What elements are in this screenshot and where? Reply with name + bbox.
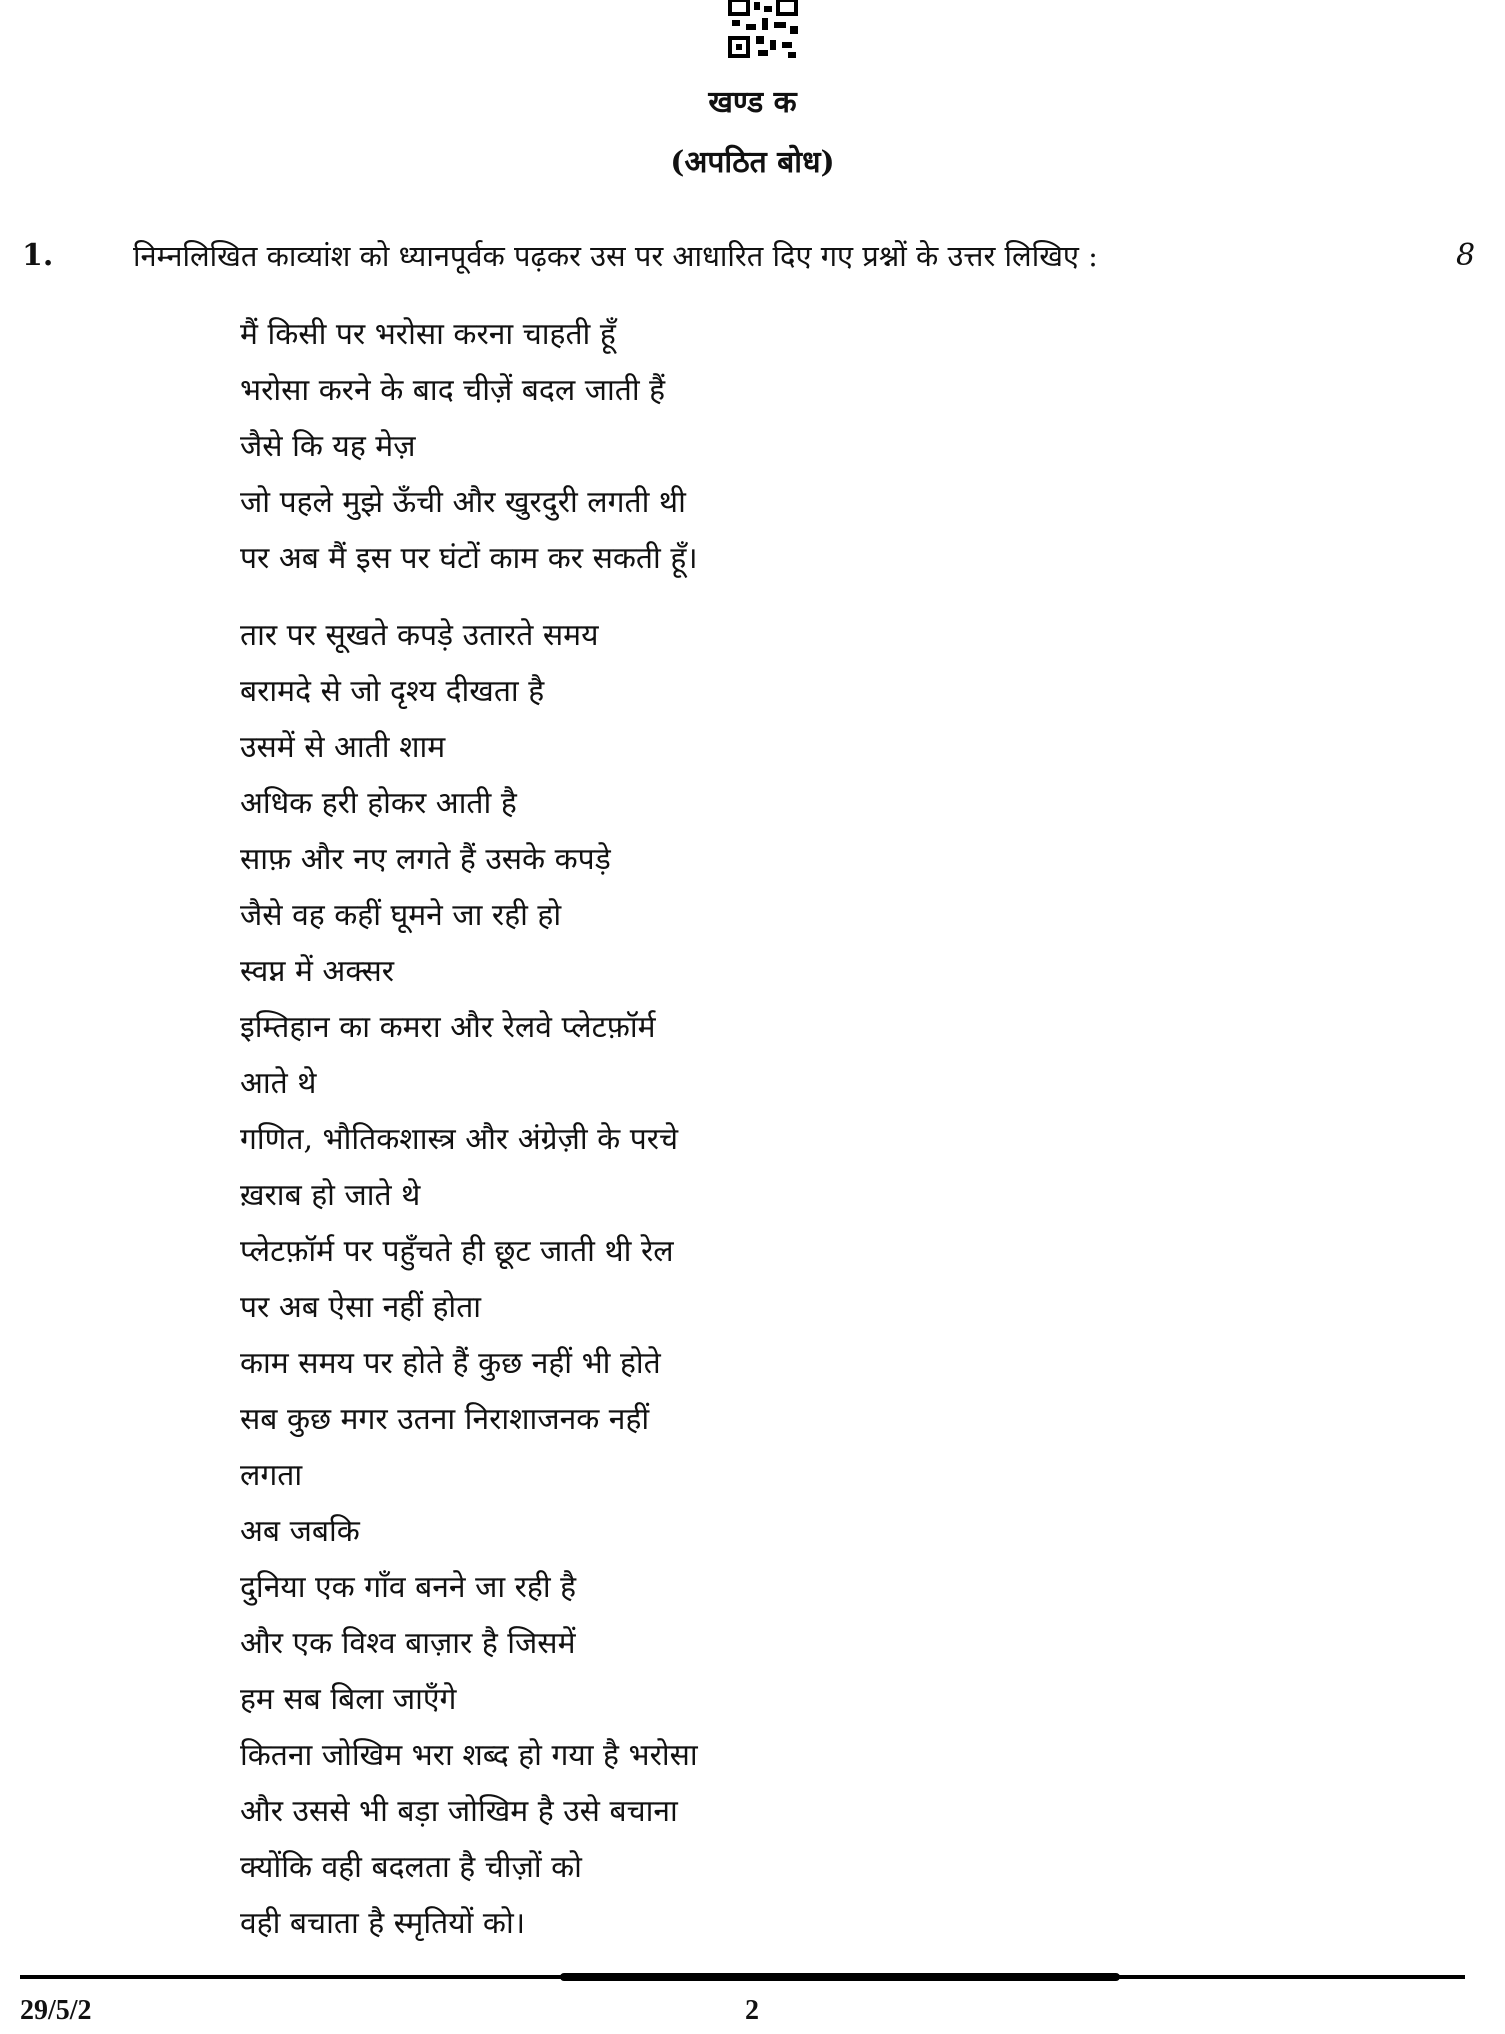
poem-line: जैसे वह कहीं घूमने जा रही हो [240,898,562,933]
poem-line: जैसे कि यह मेज़ [240,429,416,464]
poem-line: साफ़ और नए लगते हैं उसके कपड़े [240,842,611,877]
question-marks: 8 [1456,238,1476,273]
poem-line: ख़राब हो जाते थे [240,1178,421,1213]
poem-stanza-1 [240,307,698,587]
poem-line: काम समय पर होते हैं कुछ नहीं भी होते [240,1346,661,1381]
poem-line: गणित, भौतिकशास्त्र और अंग्रेज़ी के परचे [240,1122,679,1157]
poem-line: और उससे भी बड़ा जोखिम है उसे बचाना [240,1794,678,1829]
poem-line: भरोसा करने के बाद चीज़ें बदल जाती हैं [240,373,666,408]
poem-line: आते थे [240,1066,317,1101]
poem-line: इम्तिहान का कमरा और रेलवे प्लेटफ़ॉर्म [240,1010,656,1045]
poem-line: स्वप्न में अक्सर [240,954,395,989]
poem-stanza-2 [240,608,698,1952]
qr-code-icon [728,0,802,60]
section-subtitle: (अपठित बोध) [670,145,835,180]
poem-line: दुनिया एक गाँव बनने जा रही है [240,1570,577,1605]
poem-line: पर अब ऐसा नहीं होता [240,1290,482,1325]
poem-line: क्योंकि वही बदलता है चीज़ों को [240,1850,582,1885]
poem-line: बरामदे से जो दृश्य दीखता है [240,674,545,709]
poem-line: अधिक हरी होकर आती है [240,786,517,821]
footer-divider-thick [560,1973,1120,1981]
question-number: 1. [22,238,54,273]
poem-line: हम सब बिला जाएँगे [240,1682,457,1717]
poem-line: कितना जोखिम भरा शब्द हो गया है भरोसा [240,1738,698,1773]
page-number: 2 [745,1995,759,2026]
poem-line: पर अब मैं इस पर घंटों काम कर सकती हूँ। [240,541,698,576]
poem-line: मैं किसी पर भरोसा करना चाहती हूँ [240,317,616,352]
poem-line: जो पहले मुझे ऊँची और खुरदुरी लगती थी [240,485,686,520]
poem-line: और एक विश्व बाज़ार है जिसमें [240,1626,576,1661]
poem-line: लगता [240,1458,303,1493]
poem-line: तार पर सूखते कपड़े उतारते समय [240,618,599,653]
question-instruction: निम्नलिखित काव्यांश को ध्यानपूर्वक पढ़कर उस पर आधारित दिए गए प्रश्नों के उत्तर लिखिए : [133,239,1098,273]
paper-code: 29/5/2 [20,1995,92,2026]
poem-line: अब जबकि [240,1514,360,1549]
poem-line: वही बचाता है स्मृतियों को। [240,1906,526,1941]
poem-line: उसमें से आती शाम [240,730,446,765]
poem-line: प्लेटफ़ॉर्म पर पहुँचते ही छूट जाती थी रेल [240,1234,674,1269]
section-heading: खण्ड क [708,85,797,120]
poem-line: सब कुछ मगर उतना निराशाजनक नहीं [240,1402,650,1437]
